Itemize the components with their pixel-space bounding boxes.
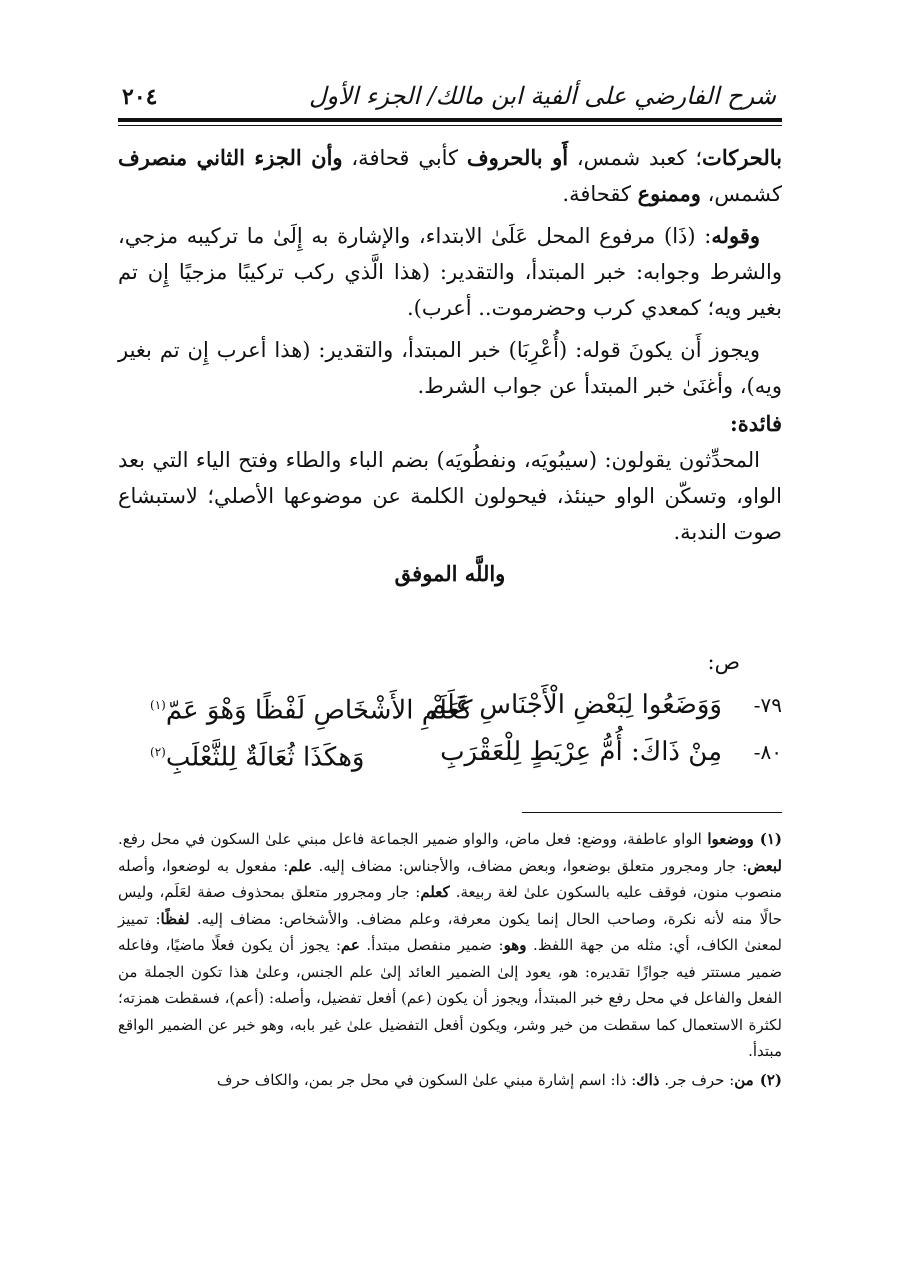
verse-second-hemistich: كَعَلَمِ الأَشْخَاصِ لَفْظًا وَهْوَ عَمّ$^{(١)}$ [150, 695, 473, 726]
verse-first-hemistich: مِنْ ذَاكَ: أُمُّ عِرْيَطٍ لِلْعَقْرَبِ [440, 737, 722, 767]
paragraph-1: بالحركات؛ كعبد شمس، أَو بالحروف كأبي قحافة، وأن الجزء الثاني منصرف كشمس، وممنوع كقحافة. [118, 145, 782, 206]
page-header [118, 74, 782, 124]
bold-term: وأن الجزء الثاني منصرف [118, 145, 343, 170]
footnotes [118, 826, 782, 1093]
verse-number: ٧٩- [753, 693, 782, 717]
main-text [118, 140, 782, 594]
header-rule-thick [118, 118, 782, 122]
footnote-separator [522, 812, 782, 813]
bold-term: وممنوع [637, 181, 701, 206]
footnote-2: (٢)من: حرف جر. ذاك: ذا: اسم إشارة مبني علىٰ السكون في محل جر بمن، والكاف حرف [216, 1070, 782, 1089]
footnote-number: (١) [759, 830, 782, 848]
paragraph-3: ويجوز أَن يكونَ قوله: (أُعْرِبَا) خبر المبتدأ، والتقدير: (هذا أعرب إِن تم بغير ويه)، وأغنَىٰ خبر المبتدأ عن جواب الشرط. [118, 338, 782, 398]
verse-number: ٨٠- [753, 740, 782, 764]
footnote-ref: (١) [150, 698, 166, 712]
section-heading: فائدة: [729, 411, 782, 436]
verse-first-hemistich: وَوَضَعُوا لِبَعْضِ الْأَجْنَاسِ عَلَمْ [429, 690, 722, 720]
page-number: ٢٠٤ [122, 84, 158, 110]
closing-line: واللَّه الموفق [394, 561, 506, 586]
footnote-ref: (٢) [150, 745, 166, 759]
footnote-number: (٢) [759, 1070, 782, 1089]
footnote-1: (١)ووضعوا الواو عاطفة، ووضع: فعل ماض، والواو ضمير الجماعة فاعل مبني علىٰ السكون في محل رفع. لبعض: جار ومجرور متعلق بوضعوا، وبعض مضاف، والأجناس: مضاف إليه. علم: مفعول به لوضعوا، وأصله منصوب منون، فوقف عليه بالسكون علىٰ لغة ربيعة. كعلم: جار ومجرور متعلق بمحذوف صفة لعَلَم، وليس حالًا منه لأنه نكرة، وصاحب الحال إنما يكون معرفة، وعلم مضاف. والأشخاص: مضاف إليه. لفظًا: تمييز لمعنىٰ الكاف، أي: مثله من جهة اللفظ. وهو: ضمير منفصل مبتدأ. عم: يجوز أن يكون فعلًا ماضيًا، وفاعله ضمير مستتر فيه جوازًا تقديره: هو، يعود إلىٰ الضمير العائد إلىٰ علم الجنس، وعلىٰ هذا تكون الجملة من الفعل والفاعل في محل رفع خبر المبتدأ، ويجوز أن يكون (عم) أفعل تفضيل، وأصله: (أعم)، فسقطت همزته؛ لكثرة الاستعمال كما سقطت من خير وشر، ويكون أفعل التفضيل علىٰ غير بابه، وهو خبر عن الضمير الواقع مبتدأ. [118, 830, 783, 1060]
paragraph-2: وقوله: (ذَا) مرفوع المحل عَلَىٰ الابتداء، والإشارة به إِلَىٰ ما تركيبه مزجي، والشرط وجوابه: خبر المبتدأ، والتقدير: (هذا الَّذي ركب تركيبًا مزجيًا إِن تم بغير ويه؛ كمعدي كرب وحضرموت.. أعرب). [118, 223, 782, 320]
header-rule-thin [118, 125, 782, 126]
verse-second-hemistich: وَهكَذَا ثُعَالَةٌ لِلثَّعْلَبِ$^{(٢)}$ [150, 742, 365, 773]
bold-term: بالحركات [702, 145, 782, 170]
poem-label: ص: [707, 650, 740, 674]
bold-term: وقوله [711, 223, 760, 248]
verse-line [150, 683, 782, 727]
paragraph-4: المحدِّثون يقولون: (سيبُويَه، ونفطُويَه) بضم الباء والطاء وفتح الياء التي بعد الواو، وتسكّن الواو حينئذ، فيحولون الكلمة عن موضوعها الأصلي؛ لاستبشاع صوت الندبة. [118, 448, 782, 544]
running-title: شرح الفارضي على ألفية ابن مالك/ الجزء الأول [309, 82, 776, 110]
verse-line [150, 730, 782, 774]
bold-term: أَو بالحروف [466, 145, 569, 170]
